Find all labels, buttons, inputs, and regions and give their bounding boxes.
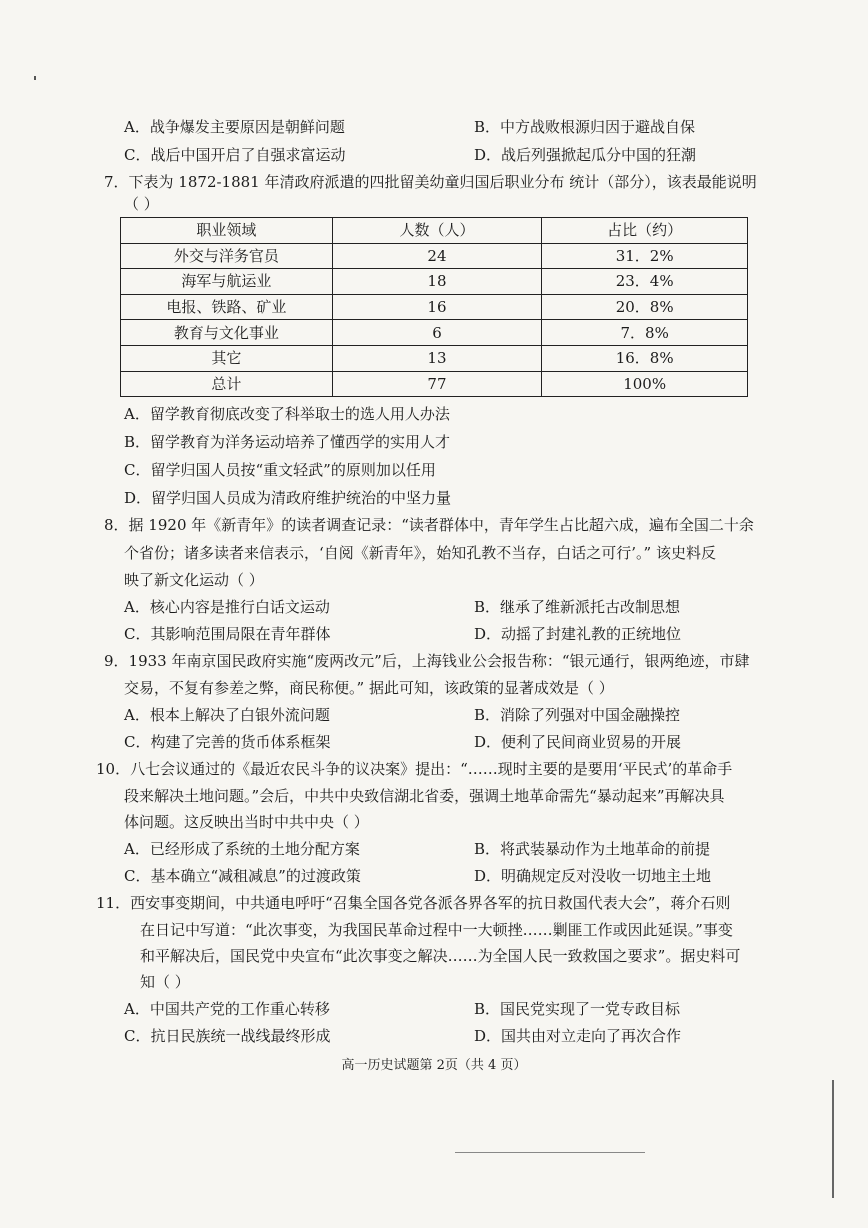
q9-stem-line1: 9．1933 年南京国民政府实施“废两改元”后，上海钱业公会报告称：“银元通行，银两绝迹，市肆 xyxy=(104,652,750,670)
q10-stem-line1: 10．八七会议通过的《最近农民斗争的议决案》提出：“……现时主要的是要用‘平民式’的革命手 xyxy=(96,760,733,778)
q7-table xyxy=(120,217,748,397)
q10-option-a: A．已经形成了系统的土地分配方案 xyxy=(124,840,360,858)
table-row xyxy=(121,294,748,320)
q10-stem-line3: 体问题。这反映出当时中共中央（ ） xyxy=(124,813,369,831)
q9-option-c: C．构建了完善的货币体系框架 xyxy=(124,733,331,751)
q8-option-c: C．其影响范围局限在青年群体 xyxy=(124,625,331,643)
scan-edge-line xyxy=(455,1152,645,1153)
table-row xyxy=(121,320,748,346)
q10-option-b: B．将武装暴动作为土地革命的前提 xyxy=(474,840,711,858)
q7-stem: 7．下表为 1872-1881 年清政府派遣的四批留美幼童归国后职业分布 统计（部分），该表最能说明 xyxy=(104,173,757,191)
q9-stem-line2: 交易，不复有参差之弊，商民称便。” 据此可知，该政策的显著成效是（ ） xyxy=(124,679,614,697)
table-header: 占比（约） xyxy=(542,218,748,244)
table-header: 职业领域 xyxy=(121,218,333,244)
q8-option-b: B．继承了维新派托古改制思想 xyxy=(474,598,681,616)
table-cell: 6 xyxy=(332,320,542,346)
table-row xyxy=(121,345,748,371)
option-c: C．战后中国开启了自强求富运动 xyxy=(124,146,346,164)
option-a: A．战争爆发主要原因是朝鲜问题 xyxy=(124,118,345,136)
q9-option-d: D．便利了民间商业贸易的开展 xyxy=(474,733,682,751)
q8-option-a: A．核心内容是推行白话文运动 xyxy=(124,598,330,616)
scan-mark xyxy=(34,76,36,80)
q7-option-c: C．留学归国人员按“重文轻武”的原则加以任用 xyxy=(124,461,436,479)
q11-stem-line3: 和平解决后，国民党中央宣布“此次事变之解决……为全国人民一致救国之要求”。据史料可 xyxy=(140,947,741,965)
q9-option-b: B．消除了列强对中国金融操控 xyxy=(474,706,681,724)
table-cell: 20．8% xyxy=(542,294,748,320)
option-d: D．战后列强掀起瓜分中国的狂潮 xyxy=(474,146,697,164)
scan-edge-line xyxy=(832,1080,834,1198)
q8-option-d: D．动摇了封建礼教的正统地位 xyxy=(474,625,682,643)
q11-option-d: D．国共由对立走向了再次合作 xyxy=(474,1027,682,1045)
table-cell: 77 xyxy=(332,371,542,397)
table-cell: 16．8% xyxy=(542,345,748,371)
table-cell: 24 xyxy=(332,243,542,269)
table-cell: 7．8% xyxy=(542,320,748,346)
q7-option-d: D．留学归国人员成为清政府维护统治的中坚力量 xyxy=(124,489,452,507)
table-cell: 教育与文化事业 xyxy=(121,320,333,346)
q11-stem-line2: 在日记中写道：“此次事变，为我国民革命过程中一大顿挫……剿匪工作或因此延误。”事变 xyxy=(140,921,733,939)
table-header-row xyxy=(121,218,748,244)
q9-option-a: A．根本上解决了白银外流问题 xyxy=(124,706,330,724)
q10-option-d: D．明确规定反对没收一切地主土地 xyxy=(474,867,712,885)
table-cell: 31．2% xyxy=(542,243,748,269)
table-header: 人数（人） xyxy=(332,218,542,244)
q8-stem-line1: 8．据 1920 年《新青年》的读者调查记录：“读者群体中，青年学生占比超六成，遍布全国二十余 xyxy=(104,516,754,534)
q11-option-a: A．中国共产党的工作重心转移 xyxy=(124,1000,330,1018)
table-cell: 电报、铁路、矿业 xyxy=(121,294,333,320)
q7-option-a: A．留学教育彻底改变了科举取士的选人用人办法 xyxy=(124,405,450,423)
q11-stem-line1: 11．西安事变期间，中共通电呼吁“召集全国各党各派各界各军的抗日救国代表大会”，蒋介石则 xyxy=(96,894,731,912)
table-row xyxy=(121,269,748,295)
table-cell: 16 xyxy=(332,294,542,320)
q8-stem-line2: 个省份；诸多读者来信表示，‘自阅《新青年》，始知孔教不当存，白话之可行’。” 该史料反 xyxy=(124,544,716,562)
q10-stem-line2: 段来解决土地问题。”会后，中共中央致信湖北省委，强调土地革命需先“暴动起来”再解决具 xyxy=(124,787,725,805)
table-cell: 23．4% xyxy=(542,269,748,295)
table-row xyxy=(121,243,748,269)
table-cell: 总计 xyxy=(121,371,333,397)
page-footer: 高一历史试题第 2页（共 4 页） xyxy=(341,1058,527,1073)
q11-option-c: C．抗日民族统一战线最终形成 xyxy=(124,1027,331,1045)
option-b: B．中方战败根源归因于避战自保 xyxy=(474,118,696,136)
table-cell: 100% xyxy=(542,371,748,397)
q11-option-b: B．国民党实现了一党专政目标 xyxy=(474,1000,681,1018)
table-cell: 海军与航运业 xyxy=(121,269,333,295)
q7-option-b: B．留学教育为洋务运动培养了懂西学的实用人才 xyxy=(124,433,451,451)
table-cell: 13 xyxy=(332,345,542,371)
table-cell: 外交与洋务官员 xyxy=(121,243,333,269)
q7-stem-blank: （ ） xyxy=(124,195,159,213)
q8-stem-line3: 映了新文化运动（ ） xyxy=(124,571,264,589)
table-cell: 18 xyxy=(332,269,542,295)
q11-stem-line4: 知（ ） xyxy=(140,973,190,991)
q10-option-c: C．基本确立“减租减息”的过渡政策 xyxy=(124,867,361,885)
table-cell: 其它 xyxy=(121,345,333,371)
table-row xyxy=(121,371,748,397)
